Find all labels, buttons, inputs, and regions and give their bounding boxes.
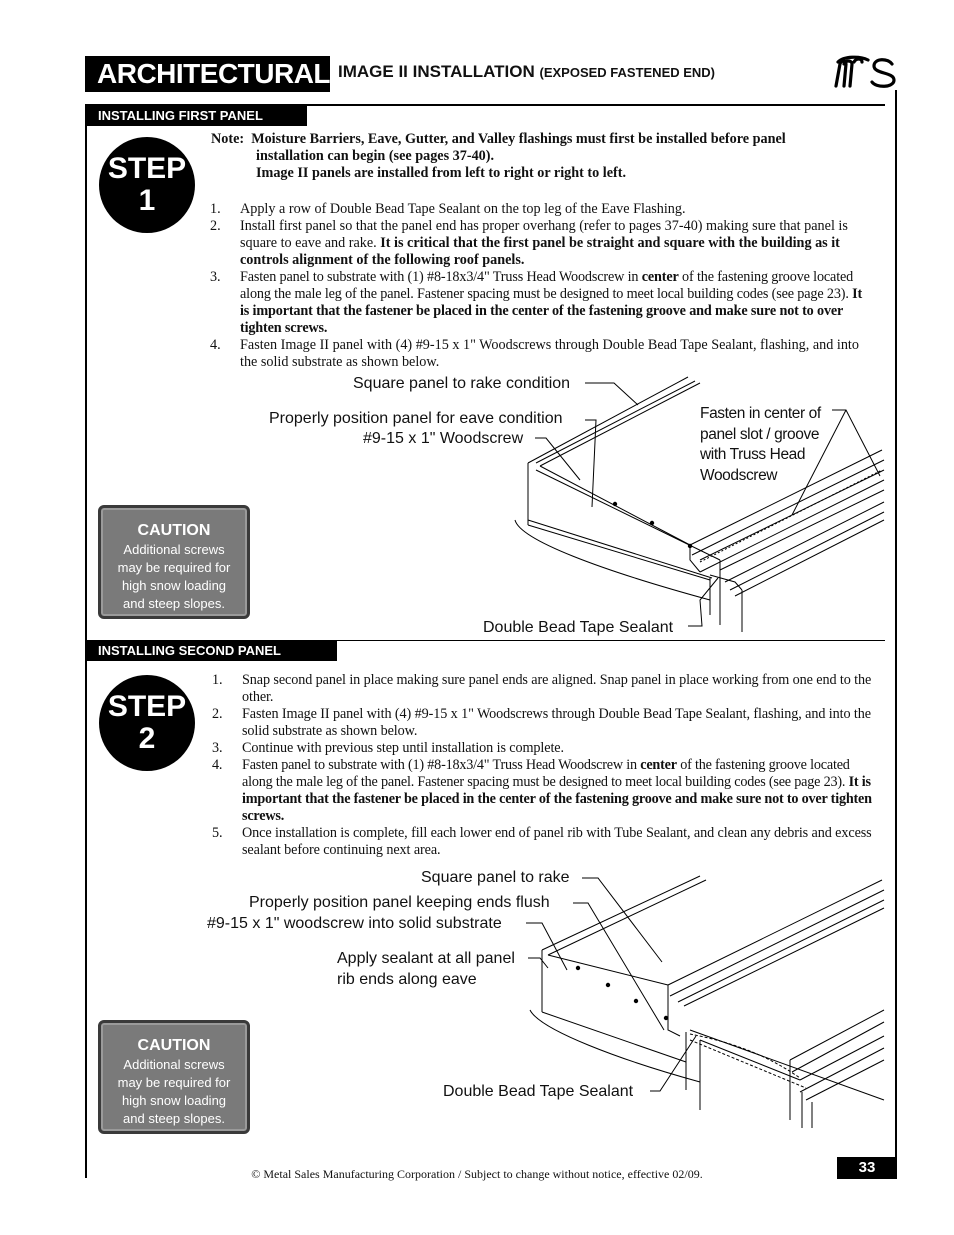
- step-number: 2: [138, 722, 156, 755]
- note-line-2: installation can begin (see pages 37-40).: [256, 148, 495, 164]
- callout-tape-sealant: Double Bead Tape Sealant: [483, 619, 674, 636]
- list-item: 5. Once installation is complete, fill each lower end of panel rib with Tube Sealant, and clean any debris and excess sealant before continuing next area.: [212, 825, 872, 858]
- list-item: 1. Snap second panel in place making sure panel ends are aligned. Snap panel in place working from one end to the other.: [212, 672, 872, 705]
- callout-tape-sealant-2: Double Bead Tape Sealant: [443, 1083, 634, 1100]
- caution-box-1: CAUTION Additional screws may be required for high snow loading and steep slopes.: [98, 505, 250, 619]
- callout-position-panel: Properly position panel for eave condition: [269, 410, 563, 427]
- callout-apply-sealant: Apply sealant at all panel rib ends along eave: [337, 950, 515, 988]
- step-word: STEP: [107, 152, 187, 185]
- callout-fasten-center: Fasten in center of panel slot / groove with Truss Head Woodscrew: [700, 405, 821, 484]
- list-item: 4. Fasten Image II panel with (4) #9-15 x 1" Woodscrews through Double Bead Tape Sealant, flashing, and into the solid substrate as shown below.: [210, 337, 859, 370]
- section-bar-first-panel: INSTALLING FIRST PANEL: [85, 106, 307, 126]
- note-line-1: Moisture Barriers, Eave, Gutter, and Valley flashings must first be installed before panel: [251, 131, 786, 147]
- list-item: 2. Install first panel so that the panel end has proper overhang (refer to pages 37-40) making sure that panel is square to eave and rake. It is critical that the first panel be straight and square with the building as it controls alignment of the following roof panels.: [210, 218, 848, 268]
- note-line-3: Image II panels are installed from left to right or right to left.: [256, 165, 627, 181]
- caution-box-2: CAUTION Additional screws may be required for high snow loading and steep slopes.: [98, 1020, 250, 1134]
- brand-label: ARCHITECTURAL: [85, 56, 330, 92]
- list-item: 3. Fasten panel to substrate with (1) #8-18x3/4" Truss Head Woodscrew in center of the fastening groove located along the male leg of the panel. Fastener spacing must be designed to meet local building codes (see page 23). It is important that the fastener be placed in the center of the fastening groove and make sure not to over tighten screws.: [210, 269, 863, 336]
- list-item: 3. Continue with previous step until installation is complete.: [212, 740, 564, 756]
- list-item: 4. Fasten panel to substrate with (1) #8-18x3/4" Truss Head Woodscrew in center of the fastening groove located along the male leg of the panel. Fastener spacing must be designed to meet local building codes (see page 23). It is important that the fastener be placed in the center of the fastening groove and make sure not to over tighten screws.: [212, 757, 872, 824]
- list-item: 2. Fasten Image II panel with (4) #9-15 x 1" Woodscrews through Double Bead Tape Sealant, flashing, and into the solid substrate as shown below.: [212, 706, 871, 739]
- callout-woodscrew: #9-15 x 1" Woodscrew: [363, 430, 524, 447]
- section-bar-second-panel: INSTALLING SECOND PANEL: [85, 641, 337, 661]
- page-title-main: IMAGE II INSTALLATION: [338, 62, 535, 81]
- callout-square-panel: Square panel to rake condition: [353, 375, 571, 392]
- callout-position-flush: Properly position panel keeping ends flush: [249, 894, 550, 911]
- page-number: 33: [837, 1157, 897, 1179]
- step-word: STEP: [107, 690, 187, 723]
- callout-square-rake: Square panel to rake: [421, 869, 570, 886]
- footer-copyright: © Metal Sales Manufacturing Corporation / Subject to change without notice, effective 02/09.: [251, 1167, 703, 1181]
- step-number: 1: [138, 184, 156, 217]
- page-title-sub: (EXPOSED FASTENED END): [539, 65, 716, 80]
- note-label: Note:: [211, 131, 245, 147]
- list-item: 1. Apply a row of Double Bead Tape Sealant on the top leg of the Eave Flashing.: [210, 201, 686, 217]
- callout-woodscrew-substrate: #9-15 x 1" woodscrew into solid substrate: [207, 915, 502, 932]
